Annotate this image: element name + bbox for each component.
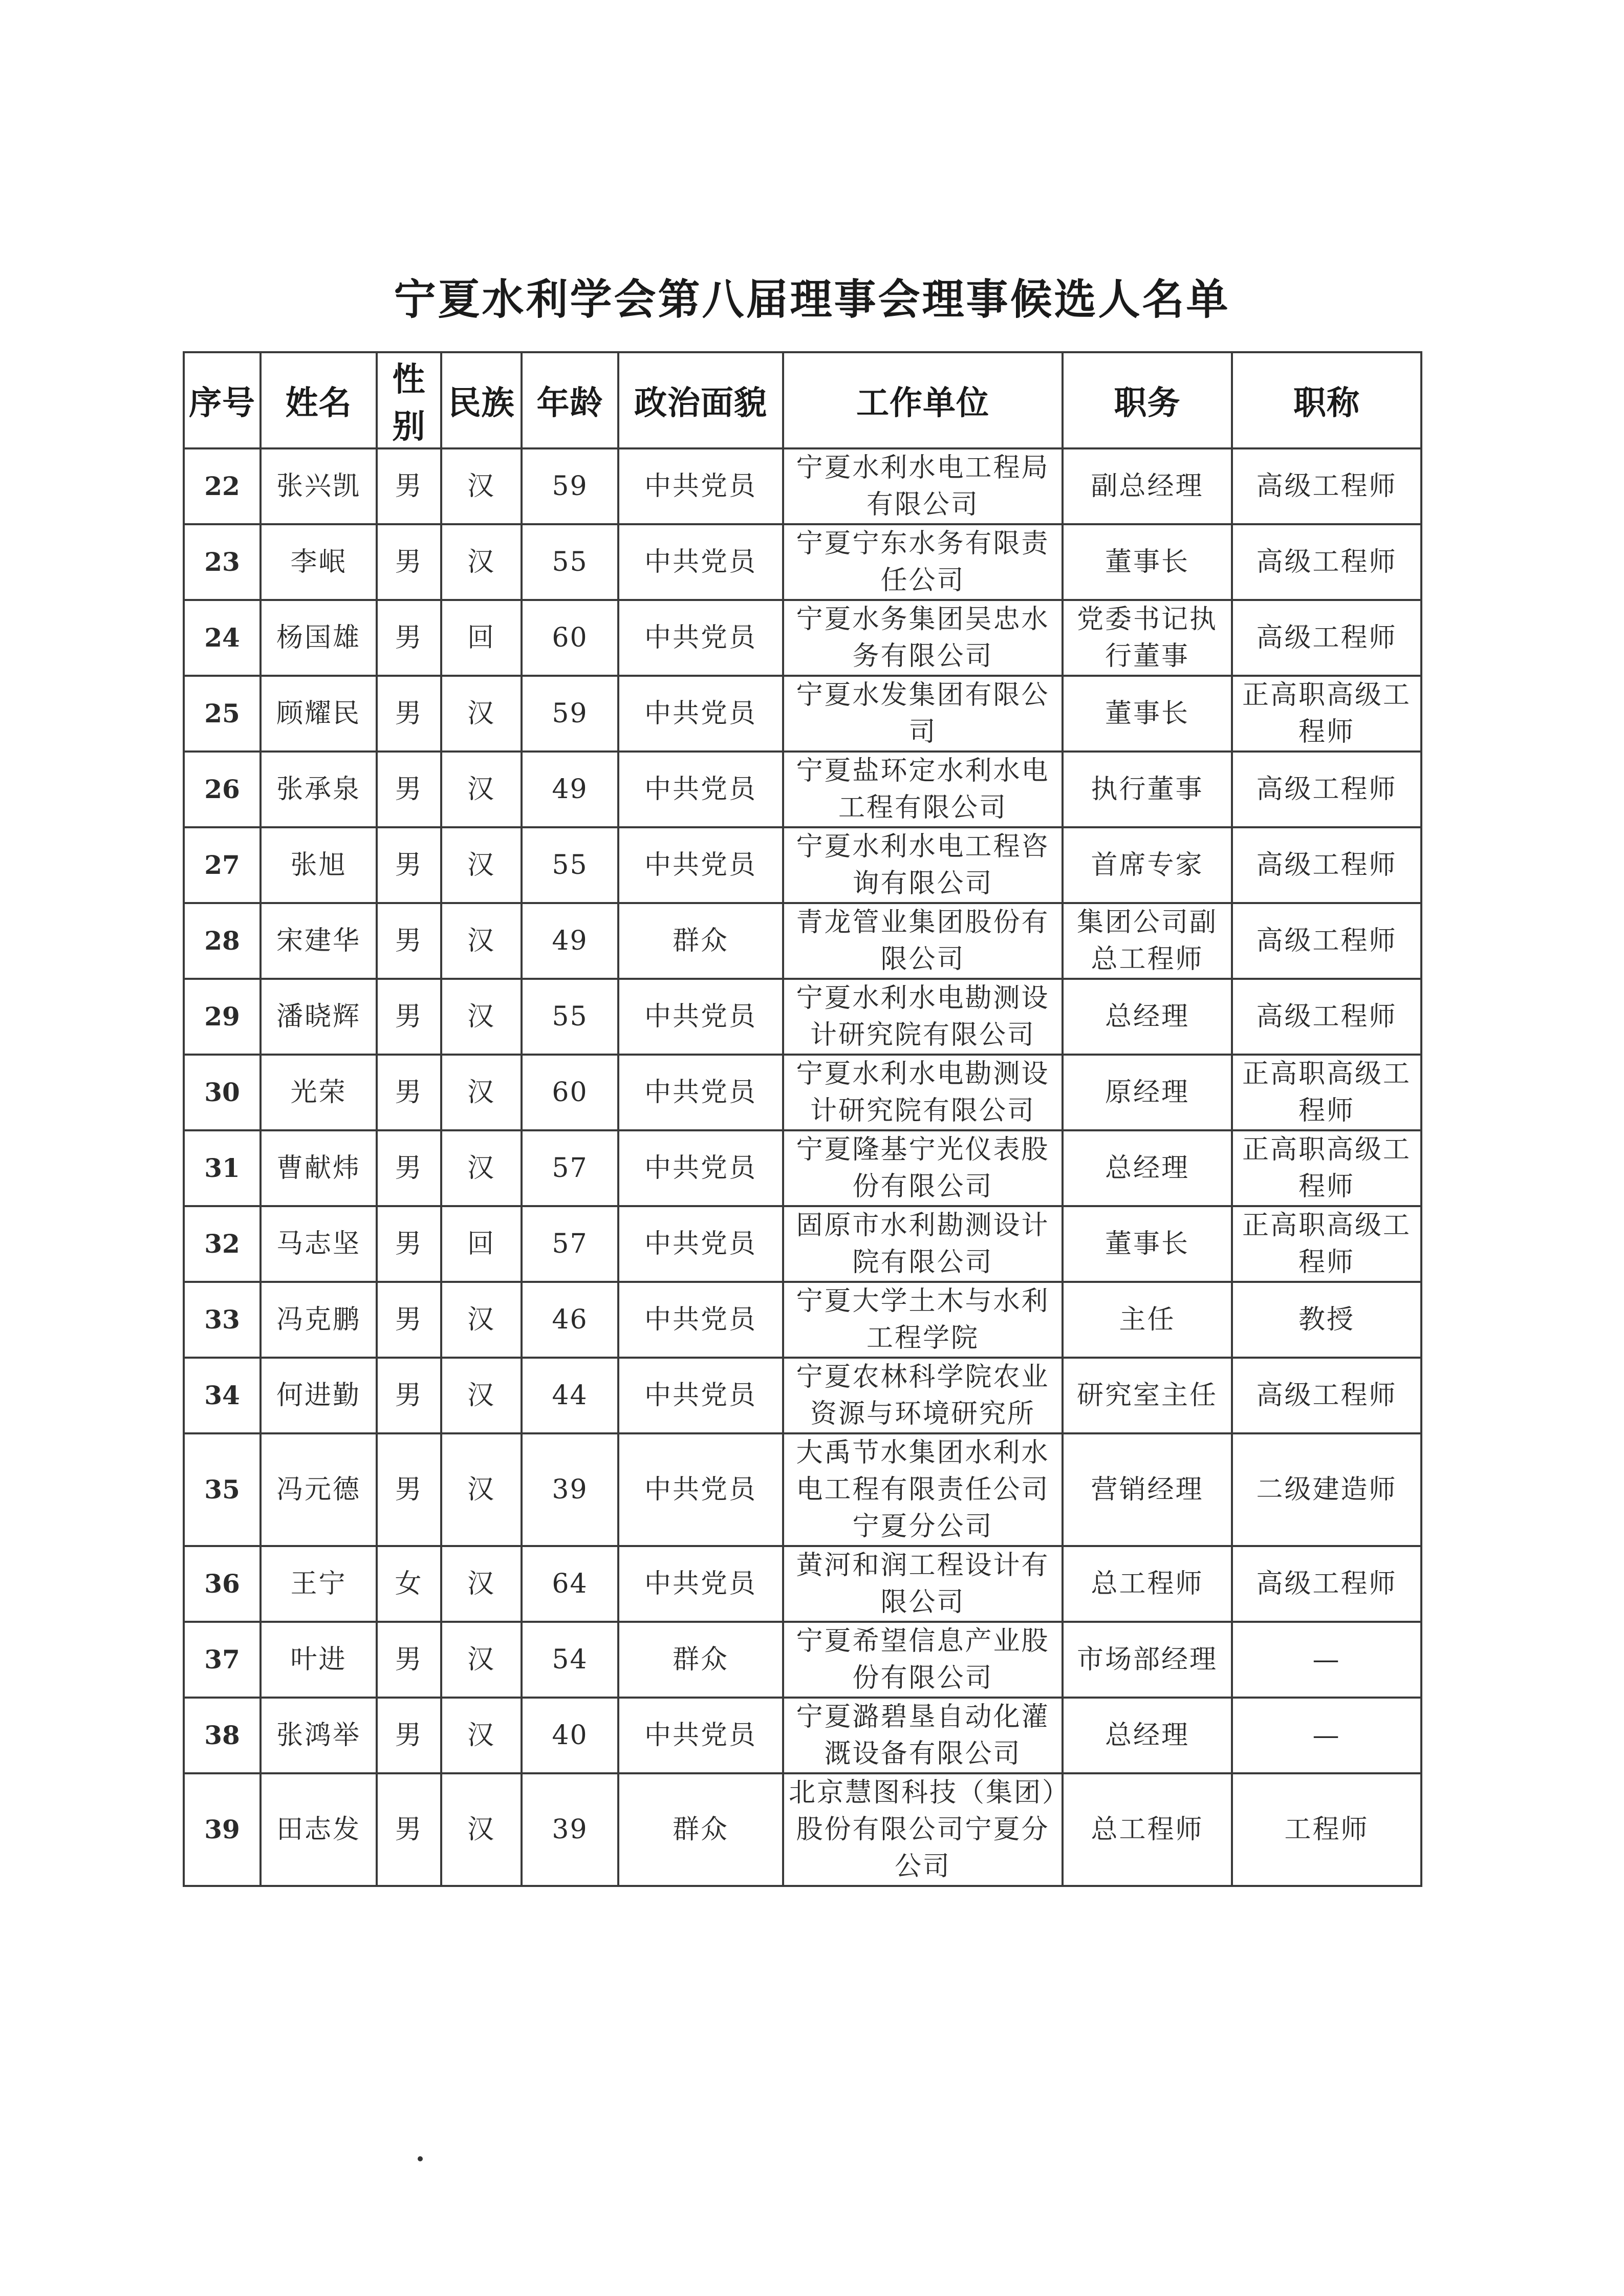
- cell-political: 群众: [618, 903, 783, 979]
- cell-gender: 男: [377, 1433, 441, 1546]
- candidate-table: [183, 351, 1422, 1887]
- cell-no: 34: [184, 1358, 261, 1433]
- cell-age: 57: [522, 1130, 618, 1206]
- table-row: [184, 979, 1421, 1055]
- cell-position: 原经理: [1063, 1055, 1232, 1130]
- cell-position: 市场部经理: [1063, 1622, 1232, 1698]
- cell-ethnicity: 汉: [441, 1546, 522, 1622]
- header-employer: 工作单位: [783, 352, 1063, 448]
- cell-gender: 男: [377, 524, 441, 600]
- cell-no: 36: [184, 1546, 261, 1622]
- cell-age: 44: [522, 1358, 618, 1433]
- cell-political: 中共党员: [618, 448, 783, 524]
- cell-ethnicity: 汉: [441, 1773, 522, 1886]
- cell-title: 高级工程师: [1232, 752, 1421, 827]
- cell-employer: 宁夏水利水电工程咨询有限公司: [783, 827, 1063, 903]
- cell-age: 59: [522, 448, 618, 524]
- cell-gender: 男: [377, 1282, 441, 1358]
- cell-name: 张兴凯: [261, 448, 377, 524]
- cell-employer: 宁夏水务集团吴忠水务有限公司: [783, 600, 1063, 676]
- cell-title: 高级工程师: [1232, 1358, 1421, 1433]
- cell-no: 30: [184, 1055, 261, 1130]
- cell-name: 杨国雄: [261, 600, 377, 676]
- cell-name: 张鸿举: [261, 1698, 377, 1773]
- cell-name: 宋建华: [261, 903, 377, 979]
- cell-title: —: [1232, 1622, 1421, 1698]
- table-row: [184, 1698, 1421, 1773]
- cell-title: 二级建造师: [1232, 1433, 1421, 1546]
- cell-gender: 男: [377, 979, 441, 1055]
- cell-ethnicity: 汉: [441, 903, 522, 979]
- cell-gender: 男: [377, 903, 441, 979]
- table-body: [184, 448, 1421, 1886]
- cell-ethnicity: 汉: [441, 448, 522, 524]
- cell-political: 中共党员: [618, 752, 783, 827]
- cell-ethnicity: 汉: [441, 1358, 522, 1433]
- cell-ethnicity: 汉: [441, 524, 522, 600]
- cell-no: 35: [184, 1433, 261, 1546]
- cell-no: 25: [184, 676, 261, 752]
- cell-title: 高级工程师: [1232, 827, 1421, 903]
- table-row: [184, 1433, 1421, 1546]
- cell-age: 49: [522, 752, 618, 827]
- cell-name: 李岷: [261, 524, 377, 600]
- table-row: [184, 1546, 1421, 1622]
- cell-age: 59: [522, 676, 618, 752]
- cell-gender: 男: [377, 1358, 441, 1433]
- cell-title: 正高职高级工程师: [1232, 1130, 1421, 1206]
- cell-political: 中共党员: [618, 1698, 783, 1773]
- cell-employer: 宁夏宁东水务有限责任公司: [783, 524, 1063, 600]
- cell-title: 高级工程师: [1232, 524, 1421, 600]
- cell-employer: 黄河和润工程设计有限公司: [783, 1546, 1063, 1622]
- cell-title: 高级工程师: [1232, 1546, 1421, 1622]
- cell-gender: 女: [377, 1546, 441, 1622]
- cell-title: 教授: [1232, 1282, 1421, 1358]
- cell-gender: 男: [377, 448, 441, 524]
- scan-dot: [418, 2156, 423, 2161]
- table-row: [184, 1358, 1421, 1433]
- cell-title: 高级工程师: [1232, 903, 1421, 979]
- cell-political: 中共党员: [618, 600, 783, 676]
- cell-no: 37: [184, 1622, 261, 1698]
- cell-name: 何进勤: [261, 1358, 377, 1433]
- cell-employer: 北京慧图科技（集团）股份有限公司宁夏分公司: [783, 1773, 1063, 1886]
- cell-age: 55: [522, 979, 618, 1055]
- cell-gender: 男: [377, 1773, 441, 1886]
- cell-employer: 宁夏潞碧垦自动化灌溉设备有限公司: [783, 1698, 1063, 1773]
- cell-ethnicity: 汉: [441, 827, 522, 903]
- cell-title: —: [1232, 1698, 1421, 1773]
- cell-name: 顾耀民: [261, 676, 377, 752]
- table-row: [184, 903, 1421, 979]
- cell-name: 冯元德: [261, 1433, 377, 1546]
- table-row: [184, 1055, 1421, 1130]
- cell-ethnicity: 汉: [441, 1055, 522, 1130]
- header-gender: 性别: [377, 352, 441, 448]
- cell-position: 研究室主任: [1063, 1358, 1232, 1433]
- header-political: 政治面貌: [618, 352, 783, 448]
- cell-title: 正高职高级工程师: [1232, 1206, 1421, 1282]
- cell-position: 董事长: [1063, 676, 1232, 752]
- cell-no: 39: [184, 1773, 261, 1886]
- cell-employer: 固原市水利勘测设计院有限公司: [783, 1206, 1063, 1282]
- cell-no: 29: [184, 979, 261, 1055]
- header-name: 姓名: [261, 352, 377, 448]
- cell-employer: 宁夏大学土木与水利工程学院: [783, 1282, 1063, 1358]
- cell-political: 群众: [618, 1773, 783, 1886]
- cell-political: 中共党员: [618, 676, 783, 752]
- cell-ethnicity: 回: [441, 1206, 522, 1282]
- cell-political: 中共党员: [618, 1433, 783, 1546]
- cell-gender: 男: [377, 1698, 441, 1773]
- cell-ethnicity: 汉: [441, 1698, 522, 1773]
- cell-position: 主任: [1063, 1282, 1232, 1358]
- cell-title: 高级工程师: [1232, 600, 1421, 676]
- cell-ethnicity: 汉: [441, 979, 522, 1055]
- cell-position: 执行董事: [1063, 752, 1232, 827]
- cell-employer: 青龙管业集团股份有限公司: [783, 903, 1063, 979]
- cell-gender: 男: [377, 1206, 441, 1282]
- cell-name: 张承泉: [261, 752, 377, 827]
- cell-no: 28: [184, 903, 261, 979]
- cell-position: 总工程师: [1063, 1773, 1232, 1886]
- cell-employer: 宁夏水发集团有限公司: [783, 676, 1063, 752]
- cell-gender: 男: [377, 1055, 441, 1130]
- cell-title: 正高职高级工程师: [1232, 676, 1421, 752]
- cell-political: 中共党员: [618, 1282, 783, 1358]
- cell-no: 33: [184, 1282, 261, 1358]
- header-age: 年龄: [522, 352, 618, 448]
- cell-position: 党委书记执行董事: [1063, 600, 1232, 676]
- cell-no: 31: [184, 1130, 261, 1206]
- table-row: [184, 600, 1421, 676]
- cell-political: 群众: [618, 1622, 783, 1698]
- cell-position: 董事长: [1063, 1206, 1232, 1282]
- table-row: [184, 524, 1421, 600]
- table-row: [184, 1773, 1421, 1886]
- table-row: [184, 676, 1421, 752]
- table-row: [184, 1282, 1421, 1358]
- cell-name: 马志坚: [261, 1206, 377, 1282]
- cell-name: 光荣: [261, 1055, 377, 1130]
- cell-ethnicity: 汉: [441, 752, 522, 827]
- cell-ethnicity: 汉: [441, 1622, 522, 1698]
- cell-employer: 宁夏水利水电勘测设计研究院有限公司: [783, 1055, 1063, 1130]
- cell-ethnicity: 汉: [441, 676, 522, 752]
- cell-age: 54: [522, 1622, 618, 1698]
- cell-political: 中共党员: [618, 979, 783, 1055]
- cell-political: 中共党员: [618, 1130, 783, 1206]
- page-title: 宁夏水利学会第八届理事会理事候选人名单: [394, 275, 1230, 324]
- table-row: [184, 1130, 1421, 1206]
- cell-position: 首席专家: [1063, 827, 1232, 903]
- cell-name: 王宁: [261, 1546, 377, 1622]
- cell-name: 曹献炜: [261, 1130, 377, 1206]
- cell-name: 冯克鹏: [261, 1282, 377, 1358]
- cell-title: 工程师: [1232, 1773, 1421, 1886]
- cell-political: 中共党员: [618, 827, 783, 903]
- cell-employer: 大禹节水集团水利水电工程有限责任公司宁夏分公司: [783, 1433, 1063, 1546]
- cell-political: 中共党员: [618, 1546, 783, 1622]
- cell-age: 46: [522, 1282, 618, 1358]
- cell-gender: 男: [377, 1622, 441, 1698]
- cell-no: 26: [184, 752, 261, 827]
- cell-position: 总经理: [1063, 1698, 1232, 1773]
- cell-no: 38: [184, 1698, 261, 1773]
- cell-age: 60: [522, 600, 618, 676]
- header-position: 职务: [1063, 352, 1232, 448]
- cell-name: 叶进: [261, 1622, 377, 1698]
- cell-age: 55: [522, 524, 618, 600]
- cell-position: 副总经理: [1063, 448, 1232, 524]
- cell-name: 潘晓辉: [261, 979, 377, 1055]
- cell-age: 49: [522, 903, 618, 979]
- cell-gender: 男: [377, 1130, 441, 1206]
- cell-position: 集团公司副总工程师: [1063, 903, 1232, 979]
- table-row: [184, 1622, 1421, 1698]
- header-title: 职称: [1232, 352, 1421, 448]
- cell-name: 田志发: [261, 1773, 377, 1886]
- cell-political: 中共党员: [618, 1358, 783, 1433]
- cell-no: 32: [184, 1206, 261, 1282]
- cell-position: 董事长: [1063, 524, 1232, 600]
- cell-title: 高级工程师: [1232, 448, 1421, 524]
- cell-gender: 男: [377, 827, 441, 903]
- cell-position: 总经理: [1063, 1130, 1232, 1206]
- cell-position: 营销经理: [1063, 1433, 1232, 1546]
- table-row: [184, 448, 1421, 524]
- table-row: [184, 752, 1421, 827]
- cell-political: 中共党员: [618, 1055, 783, 1130]
- cell-ethnicity: 汉: [441, 1433, 522, 1546]
- cell-age: 55: [522, 827, 618, 903]
- cell-no: 27: [184, 827, 261, 903]
- cell-age: 60: [522, 1055, 618, 1130]
- cell-political: 中共党员: [618, 524, 783, 600]
- cell-gender: 男: [377, 600, 441, 676]
- cell-age: 39: [522, 1433, 618, 1546]
- cell-ethnicity: 汉: [441, 1130, 522, 1206]
- cell-employer: 宁夏农林科学院农业资源与环境研究所: [783, 1358, 1063, 1433]
- cell-title: 正高职高级工程师: [1232, 1055, 1421, 1130]
- cell-gender: 男: [377, 676, 441, 752]
- cell-age: 57: [522, 1206, 618, 1282]
- cell-position: 总工程师: [1063, 1546, 1232, 1622]
- cell-employer: 宁夏盐环定水利水电工程有限公司: [783, 752, 1063, 827]
- cell-age: 39: [522, 1773, 618, 1886]
- cell-no: 24: [184, 600, 261, 676]
- cell-no: 22: [184, 448, 261, 524]
- cell-ethnicity: 回: [441, 600, 522, 676]
- cell-ethnicity: 汉: [441, 1282, 522, 1358]
- cell-position: 总经理: [1063, 979, 1232, 1055]
- header-ethnicity: 民族: [441, 352, 522, 448]
- cell-political: 中共党员: [618, 1206, 783, 1282]
- cell-age: 64: [522, 1546, 618, 1622]
- cell-name: 张旭: [261, 827, 377, 903]
- cell-employer: 宁夏隆基宁光仪表股份有限公司: [783, 1130, 1063, 1206]
- table-row: [184, 1206, 1421, 1282]
- cell-employer: 宁夏希望信息产业股份有限公司: [783, 1622, 1063, 1698]
- cell-gender: 男: [377, 752, 441, 827]
- cell-age: 40: [522, 1698, 618, 1773]
- cell-employer: 宁夏水利水电工程局有限公司: [783, 448, 1063, 524]
- cell-employer: 宁夏水利水电勘测设计研究院有限公司: [783, 979, 1063, 1055]
- cell-title: 高级工程师: [1232, 979, 1421, 1055]
- table-header-row: [184, 352, 1421, 448]
- cell-no: 23: [184, 524, 261, 600]
- table-row: [184, 827, 1421, 903]
- header-no: 序号: [184, 352, 261, 448]
